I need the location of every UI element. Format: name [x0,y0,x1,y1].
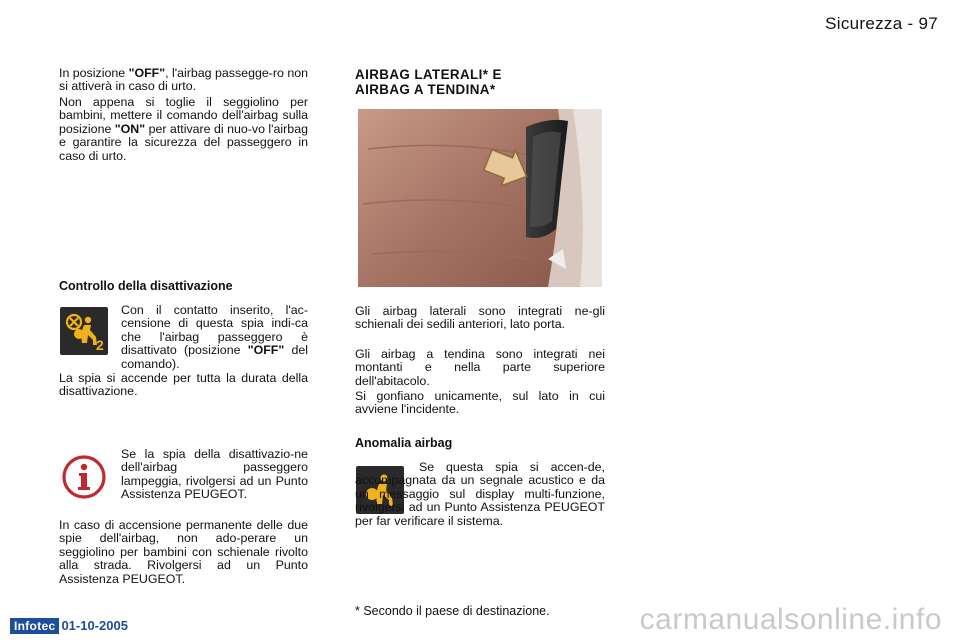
seat-airbag-photo [358,109,602,287]
left-paragraph-3 [121,304,308,371]
footer-brand-date [10,618,128,634]
watermark: carmanualsonline.info [639,603,942,636]
left-paragraph-1 [59,67,308,94]
text-bold: "ON" [114,121,146,136]
left-paragraph-2 [59,96,308,163]
footnote: * Secondo il paese di destinazione. [355,604,550,618]
info-icon [60,453,108,501]
right-paragraph-2: Gli airbag a tendina sono integrati nei montanti e nella parte superiore dell'abitacolo. [355,347,605,388]
page-header: Sicurezza - 97 [825,14,938,33]
right-paragraph-1: Gli airbag laterali sono integrati ne-gli schienali dei sedili anteriori, lato porta. [355,304,605,332]
section-title-anomaly: Anomalia airbag [355,436,453,450]
text-run: , l'airbag passegge-ro non si attiverà in caso di urto. [59,66,308,94]
right-paragraph-4: Se questa spia si accen-de, accompagnata da un segnale acustico e da un messaggio sul display multi-funzione, rivolgersi ad un Punto Assistenza PEUGEOT per far verificare il sistema. [355,460,605,528]
brand-logo: Infotec [10,618,59,634]
text-run: In posizione [59,66,129,80]
left-paragraph-5: Se la spia della disattivazio-ne dell'airbag passeggero lampeggia, rivolgersi ad un Punto Assistenza PEUGEOT. [121,447,308,502]
text-run: per attivare di nuo-vo l'airbag e garantire la sicurezza del passeggero in caso di urto. [59,121,308,163]
left-paragraph-4: La spia si accende per tutta la durata della disattivazione. [59,371,308,399]
text-run: Non appena si toglie il seggiolino per bambini, mettere il comando dell'airbag sulla posizione [59,95,308,136]
text-bold: "OFF" [247,343,285,358]
text-bold: "OFF" [128,66,166,80]
left-paragraph-6: In caso di accensione permanente delle due spie dell'airbag, non ado-perare un seggiolino per bambini con schienale rivolto alla strada. Rivolgersi ad un Punto Assistenza PEUGEOT. [59,518,308,586]
section-title-airbags [355,67,502,97]
text-run: Con il contatto inserito, l'ac-censione di questa spia indi-ca che l'airbag passeggero è disattivato (posizione [121,303,308,358]
section-title-deactivation: Controllo della disattivazione [59,279,233,293]
airbag-deactivated-warning-icon [60,307,108,355]
footer-date: 01-10-2005 [61,618,128,633]
airbag-icon-number: 2 [96,337,104,353]
title-line: AIRBAG LATERALI* E [355,67,502,82]
right-paragraph-3: Si gonfiano unicamente, sul lato in cui avviene l'incidente. [355,389,605,417]
text-run: del comando). [121,343,308,371]
title-line: AIRBAG A TENDINA* [355,82,496,97]
